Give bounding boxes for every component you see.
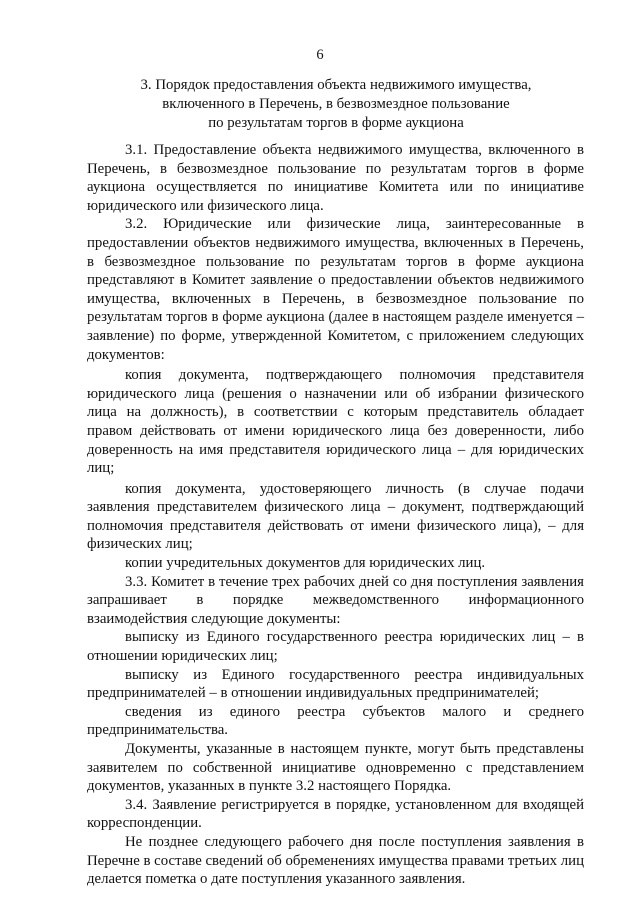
list-item-representative-copy: копия документа, подтверждающего полномочия представителя юридического лица (решения о назначении или об избрании физического лица на должность), в соответствии с которым представитель обладает правом действовать от имени юридического лица без доверенности, либо доверенность на имя представителя юридического лица – для юридических лиц;	[87, 367, 584, 477]
paragraph-3-1: 3.1. Предоставление объекта недвижимого имущества, включенного в Перечень, в безвозмездное пользование по результатам торгов в форме аукциона осуществляется по инициативе Комитета или по инициативе юридического или физического лица.	[87, 142, 584, 214]
list-item-identity-copy: копия документа, удостоверяющего личность (в случае подачи заявления представителем физического лица – документ, подтверждающий полномочия представителя действовать от имени физического лица), – для физических лиц;	[87, 480, 584, 553]
list-item-entrepreneurs-extract: выписку из Единого государственного реестра индивидуальных предпринимателей – в отношении индивидуальных предпринимателей;	[87, 666, 584, 702]
section-title-line: включенного в Перечень, в безвозмездное пользование	[162, 96, 510, 112]
paragraph-registry-note: Не позднее следующего рабочего дня после поступления заявления в Перечне в составе сведений об обременениях имущества правами третьих лиц делается пометка о дате поступления указанного заявления.	[87, 833, 584, 888]
section-title-line: по результатам торгов в форме аукциона	[208, 115, 464, 131]
paragraph-documents-note: Документы, указанные в настоящем пункте, могут быть представлены заявителем по собственной инициативе одновременно с представлением документов, указанных в пункте 3.2 настоящего Порядка.	[87, 741, 584, 795]
list-item-founding-docs: копии учредительных документов для юридических лиц.	[125, 555, 486, 572]
page-number: 6	[316, 47, 324, 63]
paragraph-3-3: 3.3. Комитет в течение трех рабочих дней со дня поступления заявления запрашивает в порядке межведомственного информационного взаимодействия следующие документы:	[87, 573, 584, 627]
list-item-sme-registry: сведения из единого реестра субъектов малого и среднего предпринимательства.	[87, 703, 584, 739]
body-text	[87, 141, 584, 889]
list-item-legal-entities-extract: выписку из Единого государственного реестра юридических лиц – в отношении юридических лиц;	[87, 629, 584, 665]
section-title	[88, 76, 584, 133]
paragraph-3-2: 3.2. Юридические или физические лица, заинтересованные в предоставлении объектов недвижимого имущества, включенных в Перечень, в безвозмездное пользование по результатам торгов в форме аукциона представляют в Комитет заявление о предоставлении объектов недвижимого имущества, включенных в Перечень, в безвозмездное пользование по результатам торгов в форме аукциона (далее в настоящем разделе именуется – заявление) по форме, утвержденной Комитетом, с приложением следующих документов:	[87, 216, 584, 363]
section-title-line: 3. Порядок предоставления объекта недвижимого имущества,	[140, 77, 532, 93]
paragraph-3-4: 3.4. Заявление регистрируется в порядке, установленном для входящей корреспонденции.	[87, 796, 584, 832]
